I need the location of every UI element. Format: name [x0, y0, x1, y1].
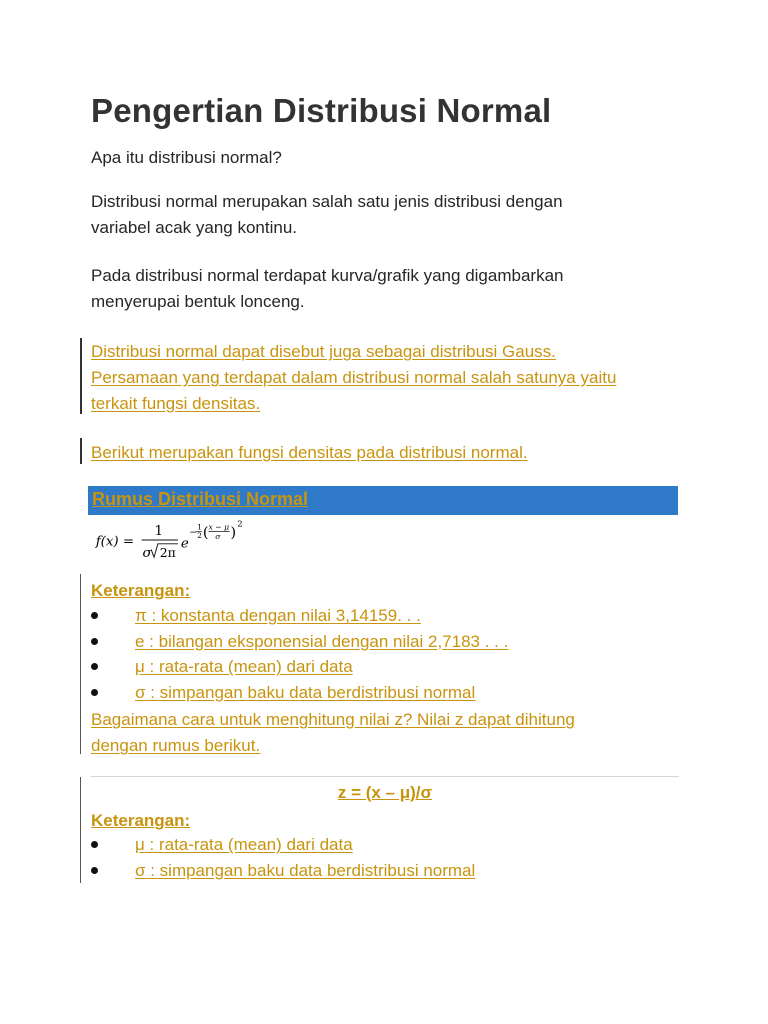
revision-bar	[80, 438, 82, 464]
zscore-question-line[interactable]: Bagaimana cara untuk menghitung nilai z? Nilai z dapat dihitung	[91, 710, 575, 729]
paren-open: (	[202, 525, 209, 542]
paragraph-line: variabel acak yang kontinu.	[91, 218, 298, 237]
exp-frac-num: x − μ	[208, 522, 230, 532]
paragraph-line: Pada distribusi normal terdapat kurva/grafik yang digambarkan	[91, 266, 564, 285]
list-item-text[interactable]: μ : rata-rata (mean) dari data	[135, 657, 353, 676]
keterangan-list	[91, 603, 508, 705]
list-item	[91, 603, 508, 629]
gauss-link-line[interactable]: terkait fungsi densitas.	[91, 394, 261, 413]
revision-bar	[80, 338, 82, 414]
divider	[91, 776, 679, 777]
z-formula[interactable]: z = (x – μ)/σ	[337, 783, 433, 802]
gauss-link-line[interactable]: Distribusi normal dapat disebut juga sebagai distribusi Gauss.	[91, 342, 556, 361]
exp-half-den: 2	[197, 531, 202, 541]
formula-sigma: σ	[142, 546, 152, 562]
list-item	[91, 680, 508, 706]
formula-lhs: f(x) =	[95, 534, 135, 550]
keterangan-list	[91, 832, 475, 883]
revision-bar	[80, 574, 81, 754]
bullet-icon	[91, 638, 98, 645]
keterangan-label: Keterangan:	[91, 811, 191, 830]
list-item-text[interactable]: σ : simpangan baku data berdistribusi normal	[135, 682, 476, 702]
exp-power: 2	[237, 519, 243, 530]
formula-numerator: 1	[154, 524, 164, 540]
keterangan-label: Keterangan:	[91, 581, 191, 600]
paragraph-line: menyerupai bentuk lonceng.	[91, 292, 305, 311]
intro-question: Apa itu distribusi normal?	[91, 148, 282, 167]
density-intro-link[interactable]: Berikut merupakan fungsi densitas pada distribusi normal.	[91, 443, 528, 462]
formula-root: 2π	[159, 545, 176, 561]
gauss-link-line[interactable]: Persamaan yang terdapat dalam distribusi normal salah satunya yaitu	[91, 368, 617, 387]
list-item-text[interactable]: π : konstanta dengan nilai 3,14159. . .	[135, 606, 421, 625]
section-heading[interactable]: Rumus Distribusi Normal	[92, 489, 309, 509]
list-item-text[interactable]: e : bilangan eksponensial dengan nilai 2,7183 . . .	[135, 631, 509, 651]
list-item-text[interactable]: σ : simpangan baku data berdistribusi normal	[135, 860, 476, 880]
density-formula	[92, 518, 262, 562]
bullet-icon	[91, 689, 98, 696]
list-item	[91, 832, 475, 858]
bullet-icon	[91, 841, 98, 848]
bullet-icon	[91, 663, 98, 670]
revision-bar	[80, 777, 81, 883]
formula-base: e	[180, 536, 189, 552]
list-item-text[interactable]: μ : rata-rata (mean) dari data	[135, 835, 353, 854]
exp-frac-den: σ	[215, 532, 221, 542]
bullet-icon	[91, 612, 98, 619]
list-item	[91, 654, 508, 680]
bullet-icon	[91, 867, 98, 874]
paren-close: )	[230, 525, 237, 542]
list-item	[91, 629, 508, 655]
list-item	[91, 858, 475, 884]
exp-half-num: 1	[197, 522, 202, 532]
zscore-question-line[interactable]: dengan rumus berikut.	[91, 736, 261, 755]
exp-minus: −	[189, 527, 198, 539]
section-heading-bar	[88, 486, 678, 515]
paragraph-line: Distribusi normal merupakan salah satu jenis distribusi dengan	[91, 192, 563, 211]
page-title: Pengertian Distribusi Normal	[91, 92, 552, 129]
